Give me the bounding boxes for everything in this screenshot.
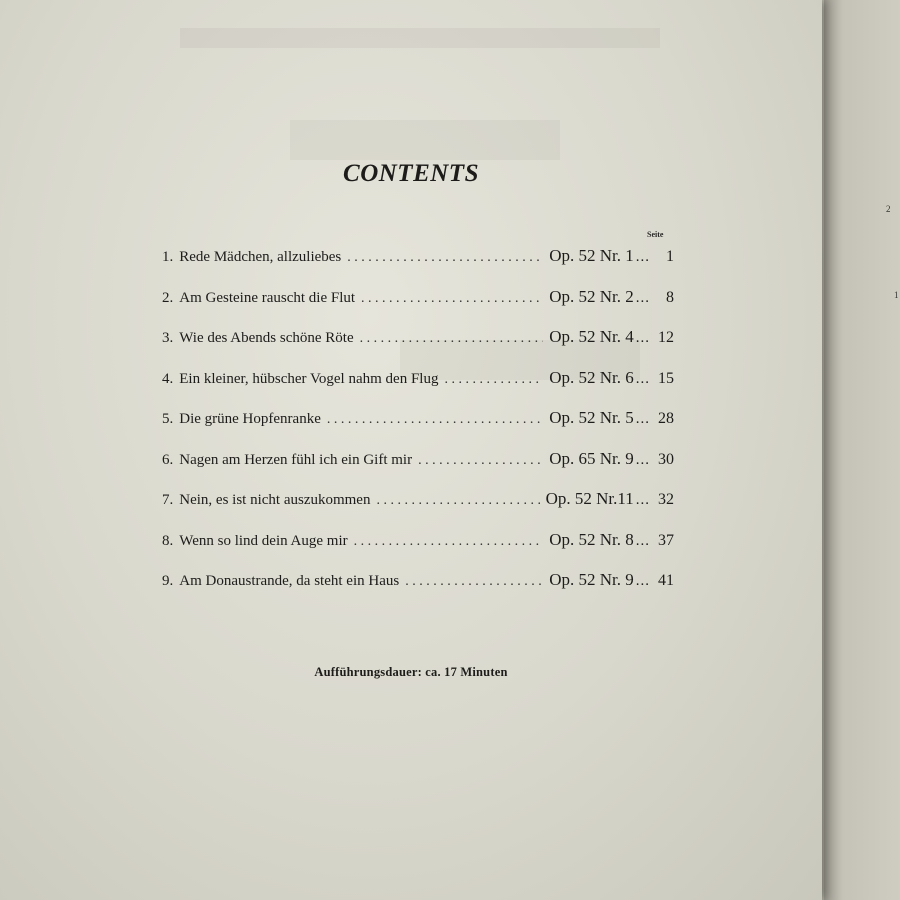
toc-trailing-dots: ... bbox=[635, 532, 650, 549]
toc-entry bbox=[162, 287, 674, 307]
toc-trailing-dots: ... bbox=[635, 330, 650, 346]
page-column-label: Seite bbox=[647, 230, 664, 239]
toc-entry-page: 41 bbox=[658, 572, 674, 589]
toc-entry-number: 8. bbox=[162, 532, 174, 549]
toc-entry-page: 1 bbox=[666, 248, 674, 265]
show-through-shadow bbox=[290, 120, 560, 160]
toc-entry-page: 12 bbox=[658, 329, 674, 346]
toc-entry-page: 37 bbox=[658, 531, 674, 549]
toc-entry-opus: Op. 52 Nr. 4 bbox=[549, 327, 634, 346]
toc-entry bbox=[162, 368, 674, 388]
toc-entry-opus: Op. 52 Nr. 5 bbox=[549, 408, 634, 427]
toc-entry-title: Rede Mädchen, allzuliebes bbox=[179, 249, 342, 265]
toc-trailing-dots: ... bbox=[635, 289, 650, 306]
toc-entry-number: 7. bbox=[162, 492, 174, 508]
toc-entry-opus: Op. 52 Nr. 2 bbox=[549, 286, 634, 306]
toc-leader-dots bbox=[361, 291, 543, 307]
toc-entry-number: 3. bbox=[162, 330, 174, 346]
toc-entry bbox=[162, 246, 674, 266]
toc-entry bbox=[162, 327, 674, 347]
toc-entry-number: 5. bbox=[162, 411, 174, 427]
toc-entry-number: 6. bbox=[162, 451, 174, 468]
toc-entry-title: Die grüne Hopfenranke bbox=[179, 411, 321, 427]
toc-entry-title: Am Donaustrande, da steht ein Haus bbox=[179, 573, 400, 589]
toc-leader-dots bbox=[376, 493, 539, 509]
toc-entry-title: Ein kleiner, hübscher Vogel nahm den Flug bbox=[179, 370, 439, 387]
toc-entry bbox=[162, 408, 674, 428]
toc-leader-dots bbox=[354, 534, 544, 550]
toc-trailing-dots: ... bbox=[635, 573, 650, 589]
toc-entry-opus: Op. 52 Nr. 1 bbox=[549, 246, 634, 265]
toc-entry-opus: Op. 65 Nr. 9 bbox=[549, 448, 634, 468]
toc-leader-dots bbox=[347, 250, 543, 266]
toc-entry-number: 2. bbox=[162, 289, 174, 306]
toc-entry-number: 4. bbox=[162, 370, 174, 387]
toc-entry-title: Nagen am Herzen fühl ich ein Gift mir bbox=[179, 451, 413, 468]
toc-trailing-dots: ... bbox=[635, 249, 650, 265]
toc-entry-opus: Op. 52 Nr. 6 bbox=[549, 367, 634, 387]
toc-entry-page: 30 bbox=[658, 450, 674, 468]
toc-leader-dots bbox=[444, 372, 543, 388]
toc-entry-title: Wie des Abends schöne Röte bbox=[179, 330, 354, 346]
toc-entry-opus: Op. 52 Nr. 9 bbox=[549, 570, 634, 589]
toc-trailing-dots: ... bbox=[635, 492, 650, 508]
show-through-shadow bbox=[180, 28, 660, 48]
adjacent-page-mark: 2 bbox=[886, 204, 891, 214]
toc-trailing-dots: ... bbox=[635, 370, 650, 387]
toc-leader-dots bbox=[360, 331, 544, 347]
adjacent-page-mark: 1 bbox=[894, 290, 899, 300]
toc-entry-page: 15 bbox=[658, 369, 674, 387]
toc-leader-dots bbox=[327, 412, 543, 428]
toc-entry-title: Wenn so lind dein Auge mir bbox=[179, 532, 348, 549]
page-title: CONTENTS bbox=[343, 160, 479, 187]
toc-entry-page: 32 bbox=[658, 491, 674, 508]
toc-entry bbox=[162, 530, 674, 550]
toc-leader-dots bbox=[418, 453, 543, 469]
toc-entry bbox=[162, 570, 674, 590]
adjacent-page bbox=[824, 0, 900, 900]
performance-duration: Aufführungsdauer: ca. 17 Minuten bbox=[314, 665, 508, 679]
toc-entry-opus: Op. 52 Nr. 8 bbox=[549, 529, 634, 549]
toc-trailing-dots: ... bbox=[635, 411, 650, 427]
toc-entry bbox=[162, 449, 674, 469]
toc-entry-page: 8 bbox=[666, 288, 674, 306]
toc-leader-dots bbox=[405, 574, 543, 590]
toc-entry-title: Am Gesteine rauscht die Flut bbox=[179, 289, 356, 306]
toc-entry-title: Nein, es ist nicht auszukommen bbox=[179, 492, 371, 508]
toc-entry bbox=[162, 489, 674, 509]
toc-trailing-dots: ... bbox=[635, 451, 650, 468]
toc-entry-opus: Op. 52 Nr.11 bbox=[545, 489, 634, 508]
toc-entry-number: 9. bbox=[162, 573, 174, 589]
toc-entry-page: 28 bbox=[658, 410, 674, 427]
toc-entry-number: 1. bbox=[162, 249, 174, 265]
